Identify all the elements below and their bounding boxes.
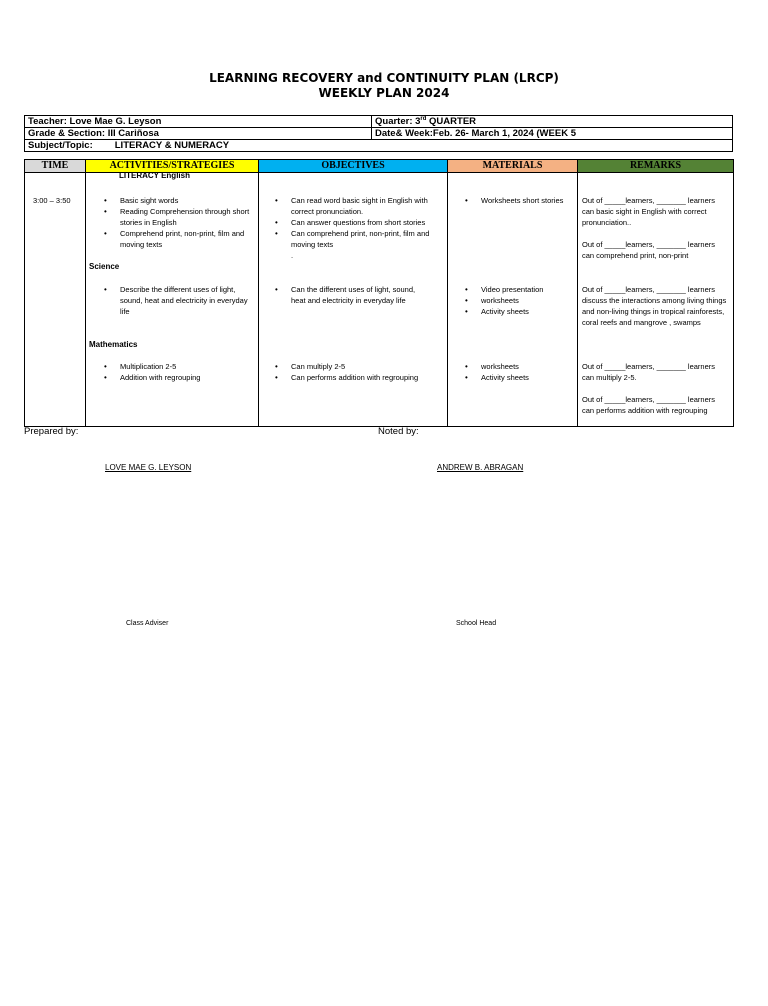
list-item: • Can read word basic sight in English with correct pronunciation. <box>272 195 444 217</box>
quarter-field <box>372 116 733 128</box>
grade-section-field: Grade & Section: III Cariñosa <box>25 128 372 140</box>
teacher-field: Teacher: Love Mae G. Leyson <box>25 116 372 128</box>
noted-by-label: Noted by: <box>378 426 419 437</box>
materials-cell <box>448 173 578 427</box>
science-activities <box>101 284 251 317</box>
english-objectives-tail: . <box>291 251 294 260</box>
math-materials <box>462 361 576 383</box>
weekly-plan-table <box>24 159 734 427</box>
math-objectives <box>272 361 444 383</box>
list-item: • worksheets <box>462 361 576 372</box>
noter-role: School Head <box>456 620 497 627</box>
remark-paragraph: Out of _____learners, _______ learners can performs addition with regrouping <box>582 395 716 415</box>
quarter-suffix: QUARTER <box>426 116 477 127</box>
noter-name: ANDREW B. ABRAGAN <box>437 463 524 472</box>
subject-value: LITERACY & NUMERACY <box>114 140 230 151</box>
english-materials <box>462 195 576 206</box>
col-header-remarks: REMARKS <box>578 160 734 173</box>
list-item: • Can multiply 2-5 <box>272 361 444 372</box>
list-item: • Can the different uses of light, sound, heat and electricity in everyday life <box>272 284 422 306</box>
list-item: • Can comprehend print, non-print, film and moving texts <box>272 228 444 250</box>
math-heading: Mathematics <box>89 340 138 349</box>
info-table <box>24 115 733 152</box>
list-item: • Can answer questions from short stories <box>272 217 444 228</box>
preparer-name: LOVE MAE G. LEYSON <box>105 463 192 472</box>
quarter-prefix: Quarter: 3 <box>375 116 421 127</box>
math-activities <box>101 361 251 383</box>
col-header-activities: ACTIVITIES/STRATEGIES <box>86 160 259 173</box>
english-remarks <box>578 195 734 261</box>
science-remarks <box>578 284 734 328</box>
list-item: • Video presentation <box>462 284 576 295</box>
col-header-materials: MATERIALS <box>448 160 578 173</box>
subject-label: Subject/Topic: <box>28 140 93 151</box>
activities-cell <box>86 173 259 427</box>
document-title: LEARNING RECOVERY and CONTINUITY PLAN (LRCP) <box>209 71 559 85</box>
list-item: • Comprehend print, non-print, film and moving texts <box>101 228 251 250</box>
remark-paragraph: Out of _____learners, _______ learners can basic sight in English with correct pronunciation.. <box>582 196 716 227</box>
subject-field <box>25 140 733 152</box>
english-heading: LITERACY English <box>119 171 190 180</box>
time-cell <box>25 173 86 427</box>
list-item: • Activity sheets <box>462 306 576 317</box>
list-item: • Reading Comprehension through short stories in English <box>101 206 251 228</box>
remarks-cell <box>578 173 734 427</box>
list-item: • Worksheets short stories <box>462 195 576 206</box>
list-item: • Describe the different uses of light, sound, heat and electricity in everyday life <box>101 284 251 317</box>
list-item: • Can performs addition with regrouping <box>272 372 444 383</box>
science-objectives <box>272 284 422 306</box>
list-item: • worksheets <box>462 295 576 306</box>
list-item: • Activity sheets <box>462 372 576 383</box>
prepared-by-label: Prepared by: <box>24 426 79 437</box>
science-heading: Science <box>89 262 120 271</box>
col-header-time: TIME <box>25 160 86 173</box>
remark-paragraph: Out of _____learners, _______ learners discuss the interactions among living things and non-living things in tropical rainforests, coral reefs and mangrove , swamps <box>582 285 727 327</box>
list-item: • Addition with regrouping <box>101 372 251 383</box>
list-item: • Multiplication 2-5 <box>101 361 251 372</box>
science-materials <box>462 284 576 317</box>
preparer-role: Class Adviser <box>126 620 169 627</box>
objectives-cell <box>259 173 448 427</box>
english-objectives <box>272 195 444 250</box>
document-subtitle: WEEKLY PLAN 2024 <box>318 86 450 100</box>
english-activities <box>101 195 251 250</box>
col-header-objectives: OBJECTIVES <box>259 160 448 173</box>
list-item: • Basic sight words <box>101 195 251 206</box>
quarter-sup: rd <box>420 115 427 122</box>
time-value: 3:00 – 3:50 <box>33 196 71 205</box>
remark-paragraph: Out of _____learners, _______ learners can comprehend print, non-print <box>582 240 716 260</box>
math-remarks <box>578 361 734 416</box>
date-week-field: Date& Week:Feb. 26- March 1, 2024 (WEEK 5 <box>372 128 733 140</box>
remark-paragraph: Out of _____learners, _______ learners can multiply 2-5. <box>582 362 716 382</box>
